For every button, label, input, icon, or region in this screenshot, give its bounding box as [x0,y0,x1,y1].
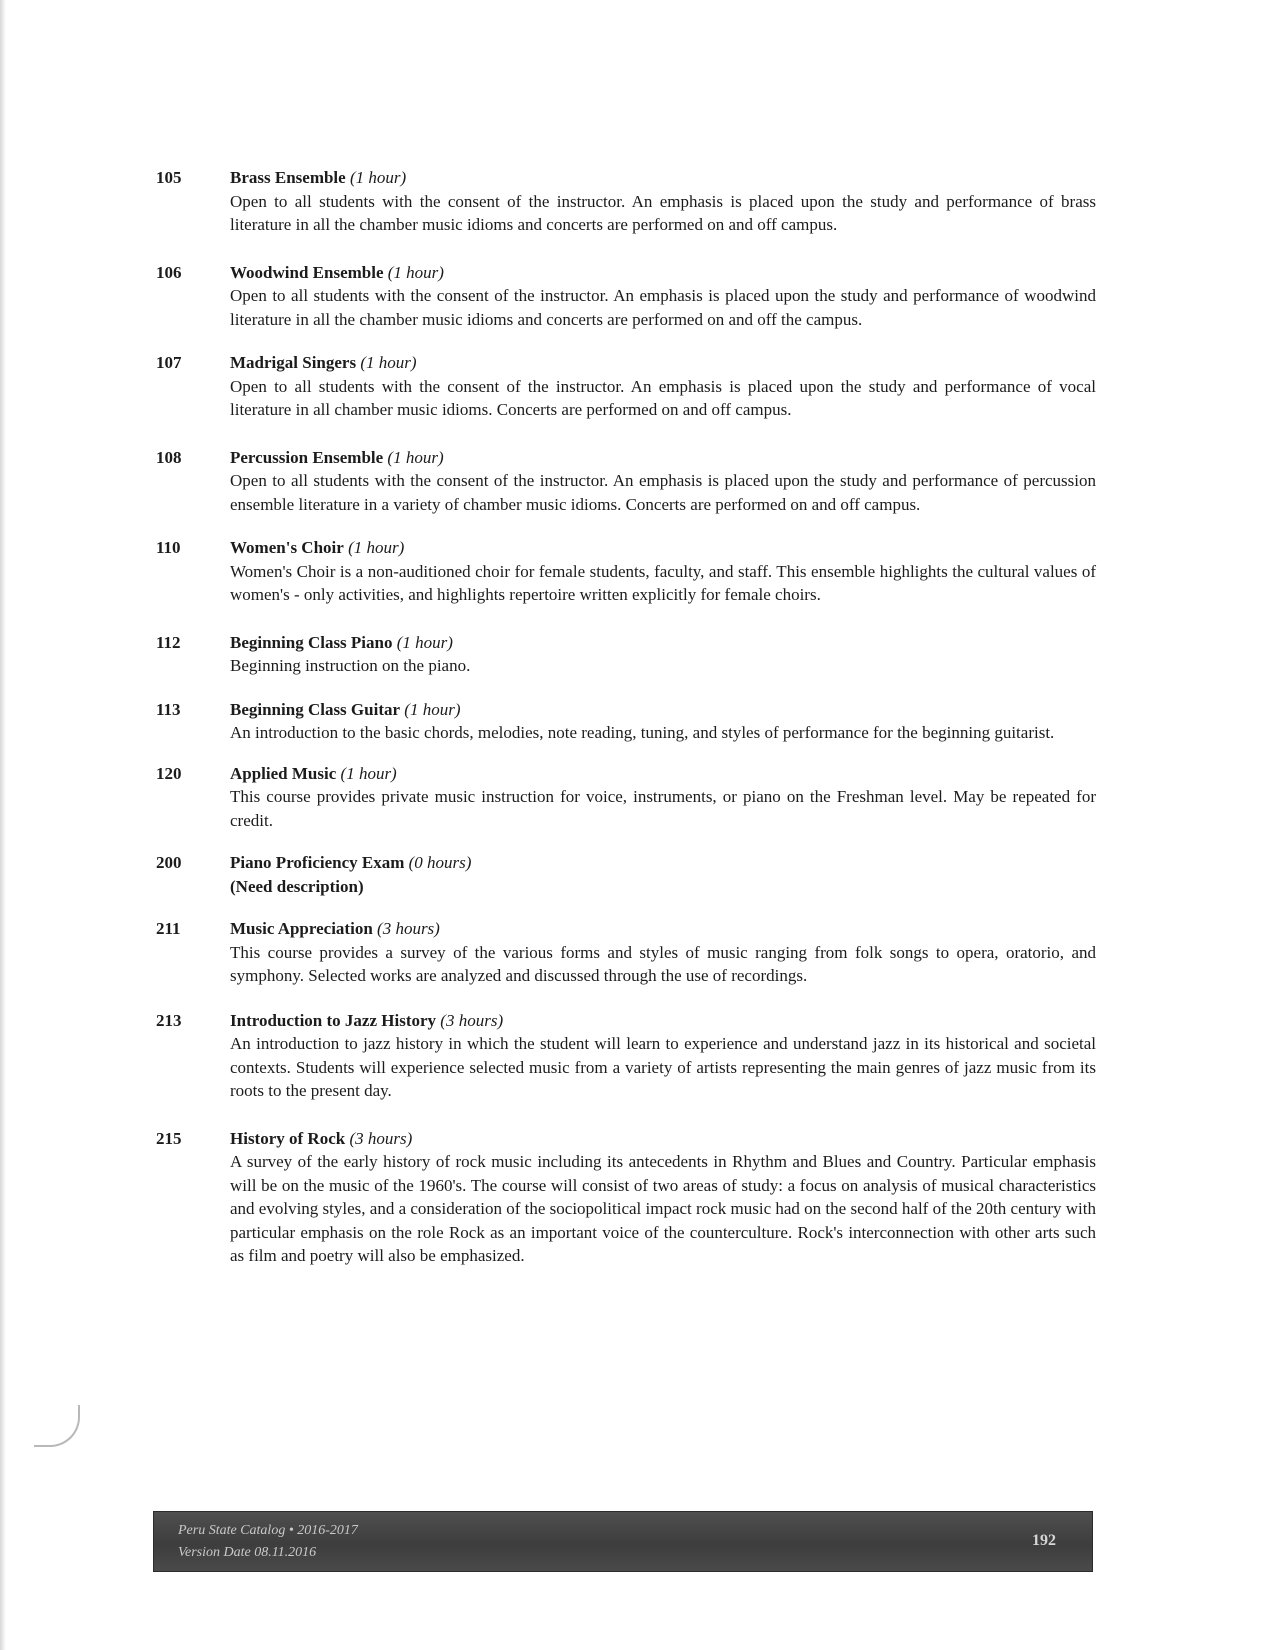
page-footer [153,1511,1093,1572]
course-list [156,166,1096,1268]
course-body [230,1009,1096,1103]
footer-catalog-title: Peru State Catalog • 2016-2017 [178,1523,358,1538]
course-description: An introduction to jazz history in which the student will learn to experience and understand jazz in its historical and societal contexts. Students will experience selected music from a variety of artists representing the main genres of jazz music from its roots to the present day. [230,1034,1096,1100]
course-description: This course provides private music instruction for voice, instruments, or piano on the Freshman level. May be repeated for credit. [230,787,1096,830]
course-hours: (1 hour) [349,168,407,187]
course-entry [156,762,1096,833]
course-entry [156,166,1096,237]
course-title: Music Appreciation [230,919,373,938]
course-title: Piano Proficiency Exam [230,853,405,872]
course-body [230,762,1096,833]
course-description: This course provides a survey of the various forms and styles of music ranging from folk songs to opera, oratorio, and symphony. Selected works are analyzed and discussed through the use of recordings. [230,942,1096,985]
course-number: 110 [156,538,181,557]
course-body [230,917,1096,988]
footer-version-date: Version Date 08.11.2016 [178,1545,317,1560]
course-body [230,261,1096,332]
course-description: Beginning instruction on the piano. [230,656,471,675]
course-description: An introduction to the basic chords, melodies, note reading, tuning, and styles of performance for the beginning guitarist. [230,723,1055,742]
course-body [230,536,1096,607]
course-body [230,631,1096,678]
course-hours: (0 hours) [408,853,472,872]
course-number: 200 [156,853,182,872]
course-body [230,351,1096,422]
course-title: Introduction to Jazz History [230,1010,437,1030]
course-body [230,698,1096,745]
course-hours: (1 hour) [387,447,444,467]
course-description: Open to all students with the consent of the instructor. An emphasis is placed upon the study and performance of vocal literature in all chamber music idioms. Concerts are performed on and off campus. [230,376,1096,419]
course-description: A survey of the early history of rock music including its antecedents in Rhythm and Blues and Country. Particular emphasis will be on the music of the 1960's. The course will consist of two areas of study: a focus on analysis of musical characteristics and evolving styles, and a consideration of the sociopolitical impact rock music had on the second half of the 20th century with particular emphasis on the role Rock as an important voice of the counterculture. Rock's interconnection with other arts such as film and poetry will also be emphasized. [230,1152,1096,1265]
course-hours: (3 hours) [377,919,440,938]
course-title: Brass Ensemble [230,168,346,187]
course-hours: (1 hour) [396,632,453,652]
course-number: 113 [156,699,181,719]
page-number: 192 [1032,1532,1056,1549]
course-entry [156,631,1096,678]
course-title: Women's Choir [230,538,344,557]
course-body [230,166,1096,237]
course-hours: (3 hours) [349,1128,413,1148]
course-note: (Need description) [230,876,364,896]
course-hours: (1 hour) [387,262,444,282]
course-number: 106 [156,262,182,282]
course-hours: (1 hour) [340,763,397,783]
course-entry [156,917,1096,988]
scan-edge [0,0,6,1650]
course-body [230,446,1096,517]
course-description: Open to all students with the consent of the instructor. An emphasis is placed upon the study and performance of brass literature in all the chamber music idioms and concerts are performed on and off campus. [230,191,1096,234]
course-title: Woodwind Ensemble [230,262,384,282]
course-description: Open to all students with the consent of the instructor. An emphasis is placed upon the study and performance of woodwind literature in all the chamber music idioms and concerts are performed on and off the campus. [230,286,1096,329]
course-body [230,1127,1096,1268]
course-number: 120 [156,763,182,783]
course-body [230,851,1096,898]
course-entry [156,536,1096,607]
course-hours: (3 hours) [440,1010,504,1030]
course-entry [156,698,1096,745]
course-hours: (1 hour) [348,538,405,557]
course-title: Madrigal Singers [230,353,357,372]
course-entry [156,851,1096,898]
course-hours: (1 hour) [360,353,417,372]
course-entry [156,261,1096,332]
course-number: 107 [156,353,182,372]
course-title: Percussion Ensemble [230,447,384,467]
course-number: 213 [156,1010,182,1030]
course-entry [156,1127,1096,1268]
course-number: 215 [156,1128,182,1148]
course-number: 108 [156,447,182,467]
course-number: 211 [156,919,181,938]
course-entry [156,446,1096,517]
scan-artifact [34,1405,80,1447]
course-entry [156,1009,1096,1103]
course-number: 112 [156,632,181,652]
course-title: Beginning Class Piano [230,632,393,652]
course-entry [156,351,1096,422]
course-description: Women's Choir is a non-auditioned choir for female students, faculty, and staff. This ensemble highlights the cultural values of women's - only activities, and highlights repertoire written explicitly for female choirs. [230,561,1096,604]
course-title: Beginning Class Guitar [230,699,401,719]
course-number: 105 [156,168,182,187]
course-description: Open to all students with the consent of the instructor. An emphasis is placed upon the study and performance of percussion ensemble literature in a variety of chamber music idioms. Concerts are performed on and off campus. [230,471,1096,514]
course-title: History of Rock [230,1128,346,1148]
course-title: Applied Music [230,763,337,783]
course-hours: (1 hour) [404,699,461,719]
